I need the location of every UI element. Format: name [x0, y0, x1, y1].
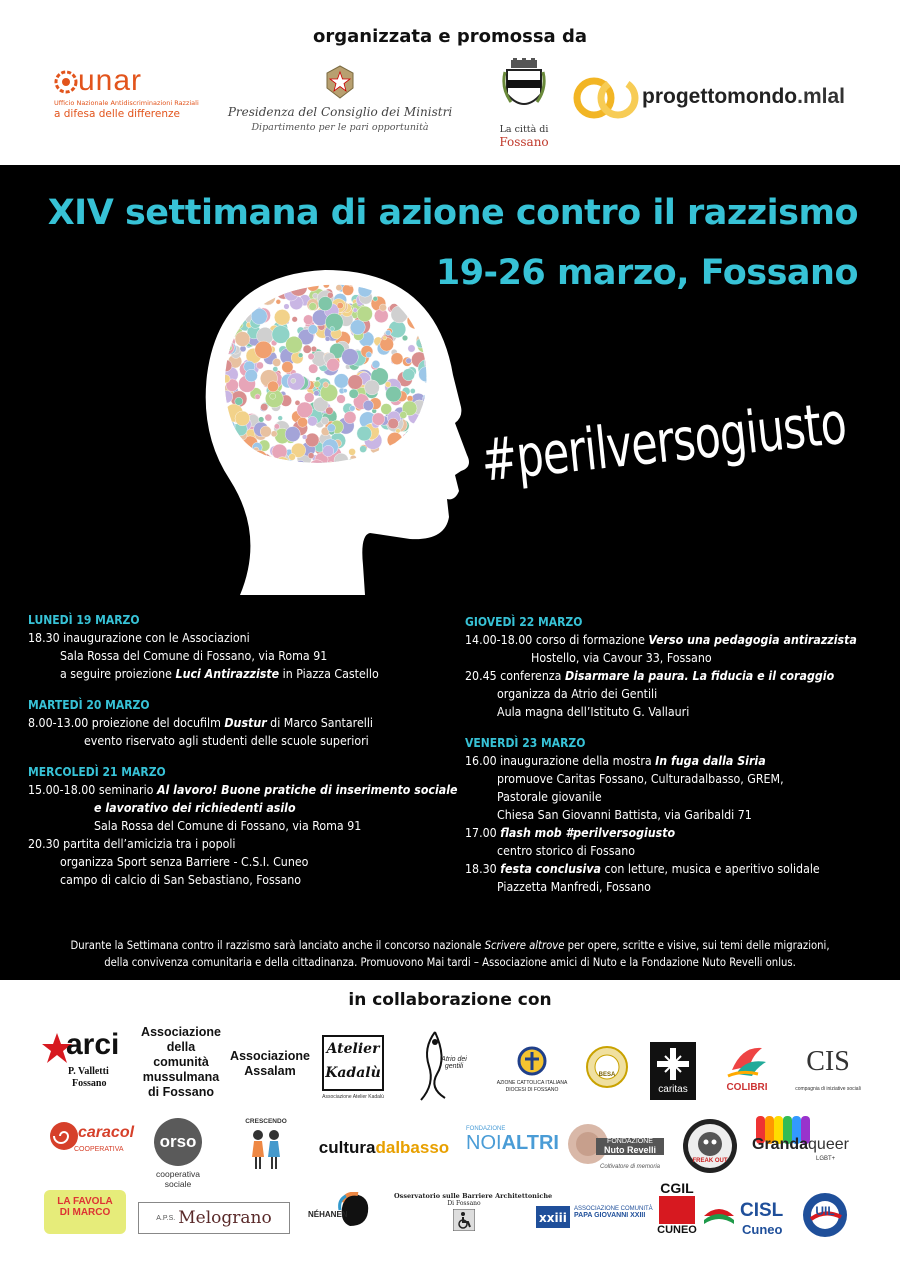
brain-bubble: [298, 417, 308, 427]
program-line: centro storico di Fossano: [497, 844, 636, 858]
assalam-logo: Associazione Assalam: [230, 1049, 310, 1078]
brain-bubble: [413, 286, 426, 299]
organized-by-label: organizzata e promossa da: [313, 26, 587, 47]
brain-bubble: [255, 341, 272, 358]
granda-queer-logo: Grandaqueer LGBT+: [752, 1116, 862, 1176]
brain-bubble: [326, 407, 334, 415]
brain-bubble: [258, 417, 264, 423]
brain-bubble: [388, 418, 399, 429]
program-line: 16.00 inaugurazione della mostra In fuga dalla Siria: [465, 754, 766, 768]
program-right: [465, 613, 885, 896]
fossano-crest-icon: [501, 58, 547, 116]
brain-bubble: [286, 336, 303, 353]
brain-bubble: [408, 345, 415, 352]
progettomondo-suffix: .mlal: [797, 85, 845, 108]
brain-bubble: [305, 433, 319, 447]
brain-bubble: [400, 411, 407, 418]
brain-bubble: [428, 281, 433, 286]
brain-bubble: [417, 293, 421, 297]
program-line: 20.30 partita dell’amicizia tra i popoli: [28, 837, 236, 851]
brain-bubble: [380, 337, 394, 351]
brain-bubble: [349, 448, 356, 455]
cis-logo: CIS compagnia di iniziative sociali: [795, 1046, 861, 1092]
nuto-revelli-logo: FONDAZIONE Nuto Revelli Coltivatore di memoria: [566, 1122, 666, 1172]
event-dates: 19-26 marzo, Fossano: [435, 253, 858, 293]
program-line: 17.00 flash mob #perilversogiusto: [465, 826, 676, 840]
brain-bubble: [298, 353, 303, 358]
brain-bubble: [292, 317, 298, 323]
brain-bubble: [323, 445, 334, 456]
brain-bubble: [422, 298, 433, 309]
brain-bubble: [297, 402, 313, 418]
comunita-mussulmana-logo: Associazione della comunità mussulmana di Fossano: [141, 1024, 221, 1099]
brain-bubble: [420, 279, 428, 287]
besa-logo: BESA: [584, 1044, 630, 1090]
cultura-dal-basso-logo: cultura dalbasso: [318, 1138, 450, 1157]
brain-bubble: [410, 388, 415, 393]
brain-bubble: [308, 325, 318, 335]
brain-bubble: [385, 382, 391, 388]
program-line: Chiesa San Giovanni Battista, via Garibaldi 71: [497, 808, 752, 822]
brain-bubble: [327, 358, 340, 371]
brain-bubble: [337, 302, 343, 308]
brain-bubble: [350, 320, 365, 335]
brain-bubble: [278, 416, 283, 421]
program-line: organizza Sport senza Barriere - C.S.I. Cuneo: [60, 855, 309, 869]
crescendo-children-icon: [246, 1127, 286, 1171]
brain-bubble: [357, 306, 373, 322]
brain-bubble: [265, 414, 272, 421]
atrio-gentili-logo: Atrio dei gentili: [405, 1028, 465, 1106]
header: [0, 0, 900, 165]
brain-bubble: [302, 435, 307, 440]
program-line: Pastorale giovanile: [497, 790, 602, 804]
brain-bubble: [234, 290, 243, 299]
progettomondo-mark-icon: [572, 76, 640, 120]
brain-bubble: [321, 417, 329, 425]
uil-logo: UIL: [800, 1188, 850, 1242]
brain-bubble: [379, 304, 386, 311]
event-hashtag: #perilversogiusto: [478, 388, 850, 495]
colibri-logo: COLIBRI: [716, 1040, 778, 1102]
caritas-cross-icon: [655, 1046, 691, 1082]
brain-bubble: [318, 297, 332, 311]
brain-bubble: [426, 281, 441, 296]
noialtri-logo: FONDAZIONE NOIALTRI: [466, 1126, 559, 1154]
brain-bubble: [223, 284, 233, 294]
svg-text:xxiii: xxiii: [539, 1211, 567, 1225]
brain-bubble: [408, 285, 416, 293]
unar-tagline: a difesa delle differenze: [54, 108, 180, 120]
brain-bubble: [311, 346, 317, 352]
program-line: Sala Rossa del Comune di Fossano, via Roma 91: [94, 819, 362, 833]
program-day-heading: LUNEDÌ 19 MARZO: [28, 613, 140, 627]
brain-bubble: [337, 395, 346, 404]
brain-bubble: [225, 283, 242, 300]
brain-bubble: [348, 375, 363, 390]
brain-bubble: [304, 393, 314, 403]
brain-bubble: [372, 413, 385, 426]
program-line: Sala Rossa del Comune di Fossano, via Roma 91: [60, 649, 328, 663]
unar-name: unar: [78, 64, 143, 97]
freak-out-logo: FREAK OUT: [680, 1116, 740, 1176]
program-line: organizza da Atrio dei Gentili: [497, 687, 658, 701]
cgil-logo: CGIL CUNEO: [657, 1180, 697, 1236]
cisl-logo: CISL Cuneo: [702, 1200, 798, 1240]
nehanen-logo: NÉHANEN: [308, 1192, 378, 1242]
unar-logo: [52, 64, 199, 126]
unar-swirl-icon: [54, 70, 78, 94]
brain-bubble: [274, 309, 290, 325]
brain-bubble: [255, 394, 260, 399]
unar-subtitle: Ufficio Nazionale Antidiscriminazioni Razziali: [54, 99, 199, 107]
brain-bubble: [416, 279, 426, 289]
brain-bubble: [314, 391, 319, 396]
program-day-heading: VENERDÌ 23 MARZO: [465, 736, 586, 750]
brain-bubble: [287, 373, 304, 390]
brain-bubble: [235, 397, 243, 405]
poster-main: [0, 165, 900, 980]
progettomondo-name: progettomondo: [642, 85, 798, 108]
melograno-logo: A.P.S. Melograno: [138, 1202, 290, 1234]
brain-bubble: [303, 345, 311, 353]
brain-bubble: [308, 416, 318, 426]
brain-bubble: [360, 446, 367, 453]
brain-bubble: [268, 381, 279, 392]
wheelchair-icon: [453, 1209, 475, 1231]
arci-logo: arci P. Valletti Fossano: [42, 1030, 122, 1090]
program-day-heading: MARTEDÌ 20 MARZO: [28, 698, 150, 712]
azione-cattolica-logo: AZIONE CATTOLICA ITALIANA DIOCESI DI FOSSANO: [492, 1046, 572, 1096]
brain-bubble: [323, 382, 329, 388]
program-line: 8.00-13.00 proiezione del docufilm Dustur di Marco Santarelli: [28, 716, 373, 730]
program-line: 20.45 conferenza Disarmare la paura. La fiducia e il coraggio: [465, 669, 835, 683]
brain-bubble: [421, 291, 437, 307]
presidenza-logo: [215, 64, 465, 144]
brain-bubble: [330, 327, 335, 332]
italy-emblem-icon: [323, 64, 357, 100]
collaboration-title: in collaborazione con: [348, 990, 552, 1010]
crescendo-logo: CRESCENDO: [240, 1118, 292, 1182]
brain-bubble: [233, 281, 239, 287]
program-line: Hostello, via Cavour 33, Fossano: [531, 651, 712, 665]
program-line: evento riservato agli studenti delle scuole superiori: [84, 734, 369, 748]
brain-bubble: [373, 296, 378, 301]
orso-logo: orso cooperativa sociale: [145, 1118, 211, 1192]
brain-bubble: [325, 336, 330, 341]
program-line: Piazzetta Manfredi, Fossano: [497, 880, 651, 894]
brain-bubble: [336, 285, 342, 291]
atelier-kadalu-logo: Atelier Kadalù Associazione Atelier Kadalù: [318, 1035, 388, 1101]
program-line: Aula magna dell’Istituto G. Vallauri: [497, 705, 690, 719]
cisl-wave-icon: [702, 1202, 736, 1232]
footnote: [40, 937, 860, 971]
head-silhouette-illustration: [185, 265, 485, 595]
brain-bubble: [235, 411, 250, 426]
brain-bubble: [343, 389, 347, 393]
presidenza-line2: Dipartimento per le pari opportunità: [251, 122, 429, 133]
brain-bubble: [261, 403, 268, 410]
brain-bubble: [386, 386, 402, 402]
brain-bubble: [386, 330, 391, 335]
brain-bubble: [235, 332, 250, 347]
event-title: XIV settimana di azione contro il razzismo: [47, 193, 858, 233]
program-day-heading: GIOVEDÌ 22 MARZO: [465, 615, 583, 629]
caracol-logo: caracol COOPERATIVA: [48, 1118, 128, 1170]
brain-bubble: [303, 315, 313, 325]
brain-bubble: [308, 353, 314, 359]
brain-bubble: [284, 304, 290, 310]
program-line: campo di calcio di San Sebastiano, Fossano: [60, 873, 302, 887]
brain-bubble: [342, 349, 359, 366]
brain-bubble: [320, 384, 337, 401]
program-line: 14.00-18.00 corso di formazione Verso una pedagogia antirazzista: [465, 633, 857, 647]
brain-bubble: [309, 303, 317, 311]
progettomondo-logo: [572, 76, 872, 122]
program-line: e lavorativo dei richiedenti asilo: [94, 801, 296, 815]
osservatorio-barriere-logo: Osservatorio sulle Barriere Architettoniche Di Fossano: [394, 1192, 534, 1240]
footnote-line2: della convivenza comunitaria e della cittadinanza. Promuovono Mai tardi – Associazione amici di Nuto e la Fondazione Nuto Revelli onlus.: [104, 956, 796, 969]
brain-bubble: [413, 284, 422, 293]
caritas-logo: caritas: [650, 1042, 696, 1100]
brain-bubble: [402, 335, 408, 341]
presidenza-line1: Presidenza del Consiglio dei Ministri: [227, 105, 453, 119]
program-line: 15.00-18.00 seminario Al lavoro! Buone pratiche di inserimento sociale: [28, 783, 458, 797]
brain-bubble: [282, 361, 293, 372]
brain-bubble: [429, 281, 437, 289]
brain-bubble: [383, 336, 387, 340]
brain-bubble: [276, 299, 281, 304]
brain-bubble: [314, 381, 320, 387]
brain-bubble: [245, 369, 258, 382]
brain-bubble: [256, 362, 263, 369]
program-line: a seguire proiezione Luci Antirazziste in Piazza Castello: [60, 667, 379, 681]
brain-bubble: [349, 389, 358, 398]
besa-circle-icon: [585, 1045, 629, 1089]
brain-bubble: [309, 364, 318, 373]
brain-bubble: [344, 411, 356, 423]
brain-bubble: [365, 380, 380, 395]
program-line: 18.30 festa conclusiva con letture, musica e aperitivo solidale: [465, 862, 820, 876]
brain-bubble: [308, 453, 314, 459]
brain-bubble: [363, 400, 373, 410]
program-line: 18.30 inaugurazione con le Associazioni: [28, 631, 250, 645]
program-left: [28, 611, 458, 889]
papa-giovanni-mark-icon: [536, 1206, 570, 1228]
fossano-line1: La città di: [499, 124, 549, 135]
brain-bubble: [391, 353, 403, 365]
brain-bubble: [289, 454, 296, 461]
brain-bubble: [291, 378, 296, 383]
brain-bubble: [270, 393, 276, 399]
program-line: promuove Caritas Fossano, Culturadalbasso, GREM,: [497, 772, 784, 786]
footnote-line1: Durante la Settimana contro il razzismo sarà lanciato anche il concorso nazionale Scrivere altrove per opere, scritte e visive, sui temi delle migrazioni,: [70, 939, 830, 952]
brain-bubble: [407, 396, 413, 402]
brain-bubble: [274, 424, 279, 429]
brain-bubble: [334, 374, 349, 389]
fossano-line2: Fossano: [499, 135, 549, 149]
colibri-bird-icon: [722, 1040, 772, 1082]
brain-bubble: [406, 358, 412, 364]
brain-bubble: [285, 427, 300, 442]
freak-out-badge-icon: [681, 1117, 739, 1175]
favola-di-marco-logo: LA FAVOLA DI MARCO: [44, 1190, 126, 1234]
brain-bubble: [273, 358, 281, 366]
program-day-heading: MERCOLEDÌ 21 MARZO: [28, 765, 166, 779]
brain-bubble: [366, 352, 372, 358]
brain-bubble: [372, 360, 380, 368]
azione-cattolica-icon: [517, 1046, 547, 1076]
brain-bubble: [403, 369, 415, 381]
fossano-logo: [494, 58, 554, 153]
papa-giovanni-logo: xxiii ASSOCIAZIONE COMUNITÀ PAPA GIOVANNI XXIII: [536, 1204, 648, 1230]
brain-bubble: [357, 426, 372, 441]
brain-bubble: [327, 424, 335, 432]
brain-bubble: [350, 406, 356, 412]
brain-bubble: [271, 431, 277, 437]
brain-bubble: [260, 426, 271, 437]
